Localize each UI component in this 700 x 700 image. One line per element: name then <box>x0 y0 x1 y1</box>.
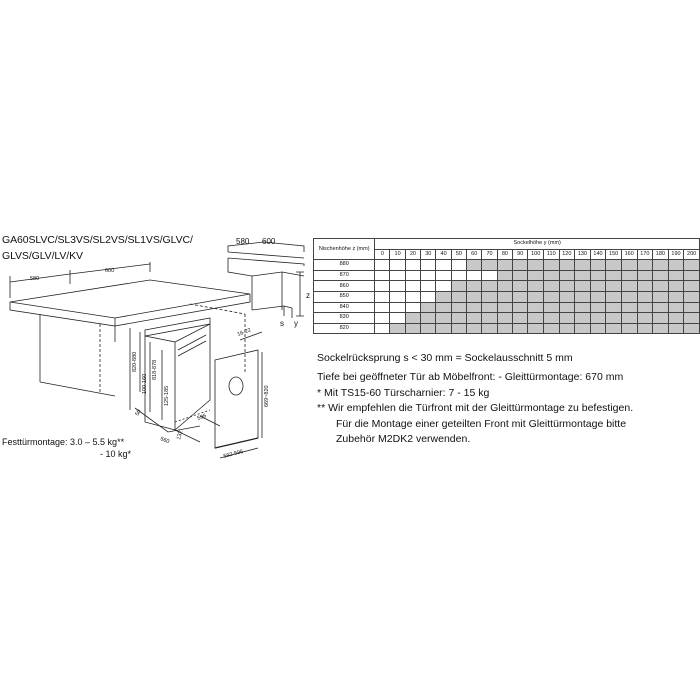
dim-580-label: 580 <box>30 276 40 282</box>
empty-cell <box>390 260 405 271</box>
allowed-cell <box>559 323 575 334</box>
empty-cell <box>436 281 451 292</box>
allowed-cell <box>621 281 637 292</box>
allowed-cell <box>575 323 591 334</box>
allowed-cell <box>684 270 700 281</box>
empty-cell <box>451 270 466 281</box>
allowed-cell <box>528 313 544 324</box>
y-value-cell: 90 <box>513 249 528 260</box>
allowed-cell <box>606 302 622 313</box>
empty-cell <box>375 313 390 324</box>
empty-cell <box>375 291 390 302</box>
allowed-cell <box>482 302 497 313</box>
table-row <box>314 313 700 324</box>
allowed-cell <box>668 281 684 292</box>
allowed-cell <box>653 313 669 324</box>
table-row <box>314 260 700 271</box>
allowed-cell <box>668 270 684 281</box>
allowed-cell <box>590 270 606 281</box>
allowed-cell <box>684 260 700 271</box>
allowed-cell <box>513 291 528 302</box>
allowed-cell <box>451 302 466 313</box>
allowed-cell <box>559 302 575 313</box>
allowed-cell <box>637 291 653 302</box>
z-value-cell: 870 <box>314 270 375 281</box>
empty-cell <box>390 270 405 281</box>
allowed-cell <box>637 270 653 281</box>
empty-cell <box>375 281 390 292</box>
table-row <box>314 270 700 281</box>
allowed-cell <box>451 281 466 292</box>
note-tiefe: Tiefe bei geöffneter Tür ab Möbelfront: - Gleittürmontage: 670 mm <box>317 371 624 383</box>
allowed-cell <box>590 302 606 313</box>
allowed-cell <box>575 270 591 281</box>
allowed-cell <box>482 281 497 292</box>
allowed-cell <box>668 323 684 334</box>
allowed-cell <box>606 281 622 292</box>
dim-bottom-small: 50 <box>134 408 143 417</box>
allowed-cell <box>590 323 606 334</box>
empty-cell <box>436 260 451 271</box>
model-list-line1: GA60SLVC/SL3VS/SL2VS/SL1VS/GLVC/ <box>2 234 193 246</box>
y-value-cell: 130 <box>575 249 591 260</box>
note-sockel: Sockelrücksprung s < 30 mm = Sockelausschnitt 5 mm <box>317 352 573 364</box>
allowed-cell <box>436 291 451 302</box>
allowed-cell <box>513 260 528 271</box>
z-header-cell: Nischenhöhe z (mm) <box>314 239 375 260</box>
detail-dim-580: 580 <box>236 237 250 246</box>
empty-cell <box>390 281 405 292</box>
allowed-cell <box>421 323 436 334</box>
allowed-cell <box>559 260 575 271</box>
allowed-cell <box>543 281 559 292</box>
allowed-cell <box>653 270 669 281</box>
empty-cell <box>467 270 482 281</box>
allowed-cell <box>590 291 606 302</box>
allowed-cell <box>497 270 512 281</box>
empty-cell <box>405 270 420 281</box>
allowed-cell <box>436 302 451 313</box>
table-row <box>314 281 700 292</box>
y-value-cell: 0 <box>375 249 390 260</box>
allowed-cell <box>559 270 575 281</box>
allowed-cell <box>513 313 528 324</box>
allowed-cell <box>451 313 466 324</box>
allowed-cell <box>668 260 684 271</box>
allowed-cell <box>653 260 669 271</box>
allowed-cell <box>451 323 466 334</box>
allowed-cell <box>543 323 559 334</box>
y-value-cell: 30 <box>421 249 436 260</box>
allowed-cell <box>621 270 637 281</box>
allowed-cell <box>684 281 700 292</box>
allowed-cell <box>497 313 512 324</box>
allowed-cell <box>513 270 528 281</box>
detail-dim-600: 600 <box>262 237 276 246</box>
allowed-cell <box>497 323 512 334</box>
allowed-cell <box>482 260 497 271</box>
allowed-cell <box>467 281 482 292</box>
dim-door-width: 592-596 <box>222 448 245 460</box>
allowed-cell <box>575 313 591 324</box>
table-row <box>314 302 700 313</box>
festtuer-line2: - 10 kg* <box>100 449 132 459</box>
allowed-cell <box>543 260 559 271</box>
y-value-cell: 170 <box>637 249 653 260</box>
allowed-cell <box>482 323 497 334</box>
allowed-cell <box>653 323 669 334</box>
allowed-cell <box>528 270 544 281</box>
empty-cell <box>451 260 466 271</box>
empty-cell <box>405 281 420 292</box>
y-value-cell: 150 <box>606 249 622 260</box>
allowed-cell <box>482 313 497 324</box>
empty-cell <box>375 270 390 281</box>
allowed-cell <box>467 323 482 334</box>
allowed-cell <box>621 323 637 334</box>
empty-cell <box>405 260 420 271</box>
allowed-cell <box>575 291 591 302</box>
empty-cell <box>390 302 405 313</box>
allowed-cell <box>467 313 482 324</box>
empty-cell <box>482 270 497 281</box>
detail-letter-s: s <box>280 319 284 328</box>
empty-cell <box>421 281 436 292</box>
allowed-cell <box>668 291 684 302</box>
allowed-cell <box>467 302 482 313</box>
allowed-cell <box>637 313 653 324</box>
allowed-cell <box>528 260 544 271</box>
allowed-cell <box>653 291 669 302</box>
allowed-cell <box>606 260 622 271</box>
y-value-cell: 80 <box>497 249 512 260</box>
note-star1: * Mit TS15-60 Türscharnier: 7 - 15 kg <box>317 387 490 399</box>
allowed-cell <box>606 291 622 302</box>
allowed-cell <box>451 291 466 302</box>
allowed-cell <box>528 323 544 334</box>
worktop-outline <box>10 280 250 318</box>
note-star2-line2: Für die Montage einer geteilten Front mit Gleittürmontage bitte <box>336 418 627 430</box>
note-star2-line1: ** Wir empfehlen die Türfront mit der Gleittürmontage zu befestigen. <box>317 402 634 414</box>
allowed-cell <box>543 302 559 313</box>
dim-600-label: 600 <box>105 268 115 274</box>
allowed-cell <box>606 323 622 334</box>
allowed-cell <box>421 313 436 324</box>
allowed-cell <box>543 270 559 281</box>
y-value-cell: 200 <box>684 249 700 260</box>
allowed-cell <box>405 313 420 324</box>
z-value-cell: 830 <box>314 313 375 324</box>
dim-small-base: 132 <box>176 430 185 441</box>
allowed-cell <box>497 291 512 302</box>
appliance-top <box>145 318 210 336</box>
z-value-cell: 880 <box>314 260 375 271</box>
allowed-cell <box>668 302 684 313</box>
allowed-cell <box>653 302 669 313</box>
y-value-cell: 70 <box>482 249 497 260</box>
dim-body-height: 818-878 <box>152 359 158 380</box>
allowed-cell <box>543 313 559 324</box>
allowed-cell <box>405 323 420 334</box>
door-front-panel <box>215 350 258 448</box>
allowed-cell <box>621 291 637 302</box>
allowed-cell <box>684 302 700 313</box>
plinth-detail-drawing <box>222 232 314 328</box>
allowed-cell <box>621 260 637 271</box>
allowed-cell <box>559 291 575 302</box>
y-value-cell: 50 <box>451 249 466 260</box>
plinth-height-table <box>313 238 700 334</box>
allowed-cell <box>436 323 451 334</box>
empty-cell <box>421 270 436 281</box>
allowed-cell <box>390 323 405 334</box>
allowed-cell <box>621 302 637 313</box>
y-value-cell: 120 <box>559 249 575 260</box>
allowed-cell <box>436 313 451 324</box>
dim-depth-top: 16-22 <box>236 327 252 338</box>
allowed-cell <box>575 260 591 271</box>
table-row <box>314 291 700 302</box>
detail-letter-z: z <box>306 291 310 300</box>
allowed-cell <box>575 281 591 292</box>
dim-front-depth: 596 <box>196 413 208 422</box>
y-value-cell: 10 <box>390 249 405 260</box>
allowed-cell <box>606 313 622 324</box>
allowed-cell <box>653 281 669 292</box>
y-value-cell: 100 <box>528 249 544 260</box>
festtuer-line1: Festtürmontage: 3.0 – 5.5 kg** <box>2 437 125 447</box>
y-value-cell: 110 <box>543 249 559 260</box>
table-row <box>314 323 700 334</box>
allowed-cell <box>590 281 606 292</box>
note-star2-line3: Zubehör M2DK2 verwenden. <box>336 433 471 445</box>
model-list-line2: GLVS/GLV/LV/KV <box>2 250 83 262</box>
y-value-cell: 190 <box>668 249 684 260</box>
allowed-cell <box>543 291 559 302</box>
allowed-cell <box>467 291 482 302</box>
allowed-cell <box>637 281 653 292</box>
empty-cell <box>390 313 405 324</box>
z-value-cell: 860 <box>314 281 375 292</box>
allowed-cell <box>528 281 544 292</box>
z-value-cell: 820 <box>314 323 375 334</box>
dim-front-height: 669~820 <box>264 385 270 407</box>
z-value-cell: 840 <box>314 302 375 313</box>
allowed-cell <box>590 313 606 324</box>
allowed-cell <box>482 291 497 302</box>
allowed-cell <box>637 302 653 313</box>
allowed-cell <box>467 260 482 271</box>
dim-niche-height: 820-880 <box>132 351 138 372</box>
empty-cell <box>421 291 436 302</box>
empty-cell <box>390 291 405 302</box>
empty-cell <box>375 323 390 334</box>
dim-depth-base: 560 <box>159 436 171 446</box>
allowed-cell <box>684 291 700 302</box>
allowed-cell <box>528 291 544 302</box>
y-header-cell: Sockelhöhe y (mm) <box>375 239 700 250</box>
allowed-cell <box>513 302 528 313</box>
allowed-cell <box>668 313 684 324</box>
allowed-cell <box>575 302 591 313</box>
allowed-cell <box>559 313 575 324</box>
allowed-cell <box>421 302 436 313</box>
y-value-cell: 140 <box>590 249 606 260</box>
door-handle-icon <box>229 377 243 395</box>
empty-cell <box>421 260 436 271</box>
allowed-cell <box>559 281 575 292</box>
allowed-cell <box>497 281 512 292</box>
allowed-cell <box>606 270 622 281</box>
y-value-cell: 180 <box>653 249 669 260</box>
empty-cell <box>375 302 390 313</box>
y-value-cell: 160 <box>621 249 637 260</box>
allowed-cell <box>621 313 637 324</box>
allowed-cell <box>590 260 606 271</box>
dim-plinth: 100-160 <box>142 373 148 394</box>
y-value-cell: 60 <box>467 249 482 260</box>
y-value-cell: 20 <box>405 249 420 260</box>
detail-letter-y: y <box>294 319 298 328</box>
allowed-cell <box>513 281 528 292</box>
allowed-cell <box>513 323 528 334</box>
dim-foot-range: 125-185 <box>164 385 170 406</box>
y-value-cell: 40 <box>436 249 451 260</box>
allowed-cell <box>684 323 700 334</box>
allowed-cell <box>637 260 653 271</box>
empty-cell <box>405 291 420 302</box>
allowed-cell <box>528 302 544 313</box>
allowed-cell <box>684 313 700 324</box>
allowed-cell <box>497 302 512 313</box>
empty-cell <box>405 302 420 313</box>
allowed-cell <box>497 260 512 271</box>
empty-cell <box>375 260 390 271</box>
z-value-cell: 850 <box>314 291 375 302</box>
empty-cell <box>436 270 451 281</box>
allowed-cell <box>637 323 653 334</box>
